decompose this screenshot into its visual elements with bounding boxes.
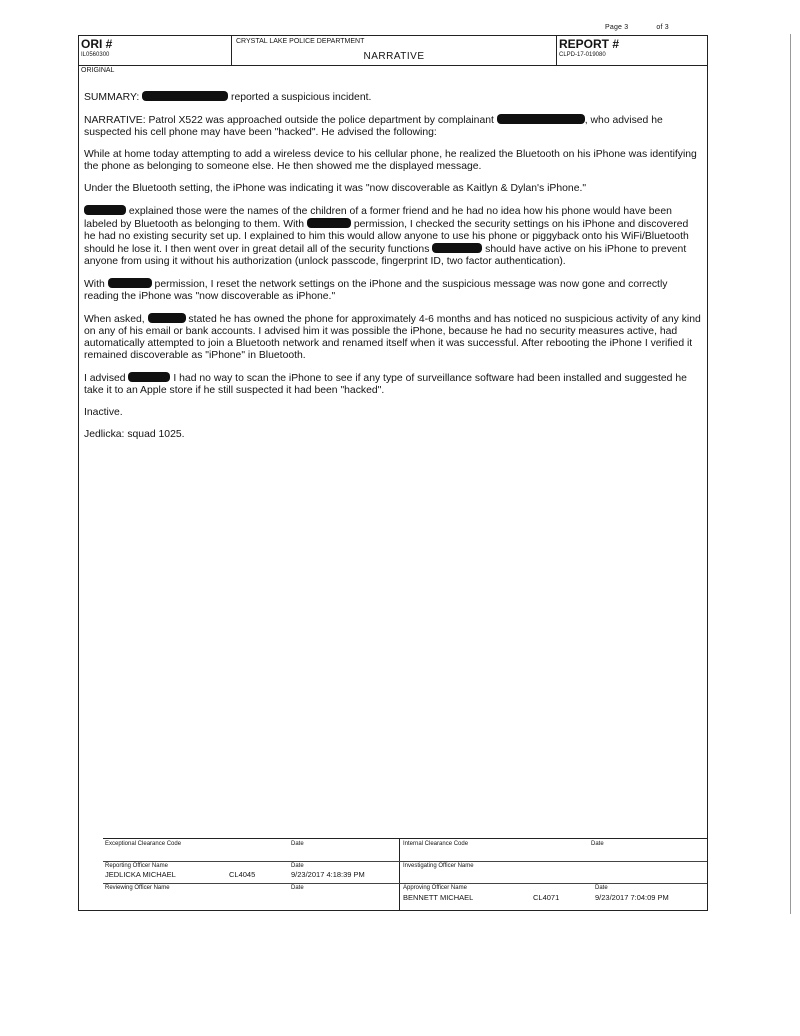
- reviewing-officer-label: Reviewing Officer Name: [105, 885, 170, 891]
- text-run: When asked,: [84, 314, 148, 325]
- date-label: Date: [291, 841, 304, 847]
- date-label: Date: [591, 841, 604, 847]
- approving-officer-name: BENNETT MICHAEL: [403, 893, 474, 902]
- ori-label: ORI #: [81, 37, 113, 51]
- text-run: permission, I reset the network settings on the iPhone and the suspicious message was now gone and correctly reading the iPhone was "now discoverable as iPhone.": [84, 279, 668, 302]
- paragraph-ownership: [84, 313, 702, 362]
- text-run: should have active on his iPhone to prevent anyone from using it without his authorization (unlock passcode, fingerprint ID, two factor authentication).: [84, 244, 687, 267]
- paragraph-setting: Under the Bluetooth setting, the iPhone was indicating it was "now discoverable as Kaitlyn & Dylan's iPhone.": [84, 183, 587, 194]
- report-form: [78, 35, 708, 911]
- page-of: of 3: [656, 24, 669, 31]
- ori-value: IL0560300: [81, 52, 110, 58]
- ori-cell: [79, 36, 232, 65]
- page-label: Page 3: [605, 24, 629, 31]
- approving-date: 9/23/2017 7:04:09 PM: [595, 893, 669, 902]
- reporting-date: 9/23/2017 4:18:39 PM: [291, 870, 365, 879]
- scan-edge: [790, 34, 797, 914]
- paragraph-advice: [84, 372, 702, 397]
- approving-officer-label: Approving Officer Name: [403, 885, 467, 891]
- reporting-officer-id: CL4045: [229, 870, 256, 879]
- redaction-bar: [142, 91, 228, 101]
- footer-line: [103, 861, 707, 862]
- summary-paragraph: [84, 91, 702, 104]
- narrative-body: [84, 91, 702, 451]
- text-run: reported a suspicious incident.: [228, 92, 372, 103]
- paragraph-status: Inactive.: [84, 407, 123, 418]
- date-label: Date: [595, 885, 608, 891]
- text-run: With: [84, 279, 108, 290]
- text-run: SUMMARY:: [84, 92, 143, 103]
- text-run: I advised: [84, 373, 129, 384]
- form-title: NARRATIVE: [363, 51, 425, 62]
- footer-line: [103, 883, 707, 884]
- page-number: [605, 24, 697, 31]
- report-label: REPORT #: [559, 37, 620, 51]
- text-run: explained those were the names of the children of a former friend and he had no idea how his phone would have been labeled by Bluetooth as belonging to them. With: [84, 206, 672, 230]
- redaction-bar: [497, 114, 585, 124]
- redaction-bar: [84, 205, 126, 215]
- date-label: Date: [291, 885, 304, 891]
- clearance-footer: [103, 838, 707, 911]
- approving-officer-id: CL4071: [533, 893, 560, 902]
- investigating-officer-label: Investigating Officer Name: [403, 863, 474, 869]
- text-run: permission, I checked the security settings on his iPhone and discovered he had no existing security set up. I explained to him this would allow anyone to use his phone or piggyback onto his WiFi/Bluetooth should he lose it. I then went over in great detail all of the security functions: [84, 219, 689, 255]
- paragraph-bluetooth: While at home today attempting to add a wireless device to his cellular phone, he realized the Bluetooth on his iPhone was identifying the phone as belonging to someone else. He then showed me the displayed message.: [84, 149, 697, 172]
- department-name: CRYSTAL LAKE POLICE DEPARTMENT: [236, 38, 365, 45]
- redaction-bar: [307, 218, 351, 228]
- reporting-officer-name: JEDLICKA MICHAEL: [105, 870, 176, 879]
- report-number-cell: [557, 36, 709, 65]
- report-number: CLPD-17-019080: [559, 52, 606, 58]
- redaction-bar: [148, 313, 186, 323]
- redaction-bar: [128, 372, 170, 382]
- internal-clearance-label: Internal Clearance Code: [403, 841, 469, 847]
- redaction-bar: [108, 278, 152, 288]
- narrative-paragraph: [84, 114, 702, 139]
- text-run: NARRATIVE: Patrol X522 was approached outside the police department by complainant: [84, 115, 497, 126]
- original-label: ORIGINAL: [81, 67, 115, 74]
- report-header: [79, 36, 707, 66]
- footer-divider: [399, 839, 400, 911]
- paragraph-signature: Jedlicka: squad 1025.: [84, 429, 185, 440]
- exceptional-clearance-label: Exceptional Clearance Code: [105, 841, 182, 847]
- paragraph-security: [84, 205, 702, 268]
- paragraph-reset: [84, 278, 702, 303]
- department-cell: [232, 36, 557, 65]
- text-run: I had no way to scan the iPhone to see if any type of surveillance software had been installed and suggested he take it to an Apple store if he still suspected it had been "hacked".: [84, 373, 687, 396]
- redaction-bar: [432, 243, 482, 253]
- reporting-officer-label: Reporting Officer Name: [105, 863, 168, 869]
- text-run: , who advised he suspected his cell phone may have been "hacked". He advised the following:: [84, 115, 663, 138]
- text-run: stated he has owned the phone for approximately 4-6 months and has noticed no suspicious activity of any kind on any of his email or bank accounts. I advised him it was possible the iPhone, because he had no security measures active, had automatically attempted to join a Bluetooth network and renamed itself when it was successful. After rebooting the iPhone I verified it remained discoverable as "iPhone" in Bluetooth.: [84, 314, 701, 361]
- date-label: Date: [291, 863, 304, 869]
